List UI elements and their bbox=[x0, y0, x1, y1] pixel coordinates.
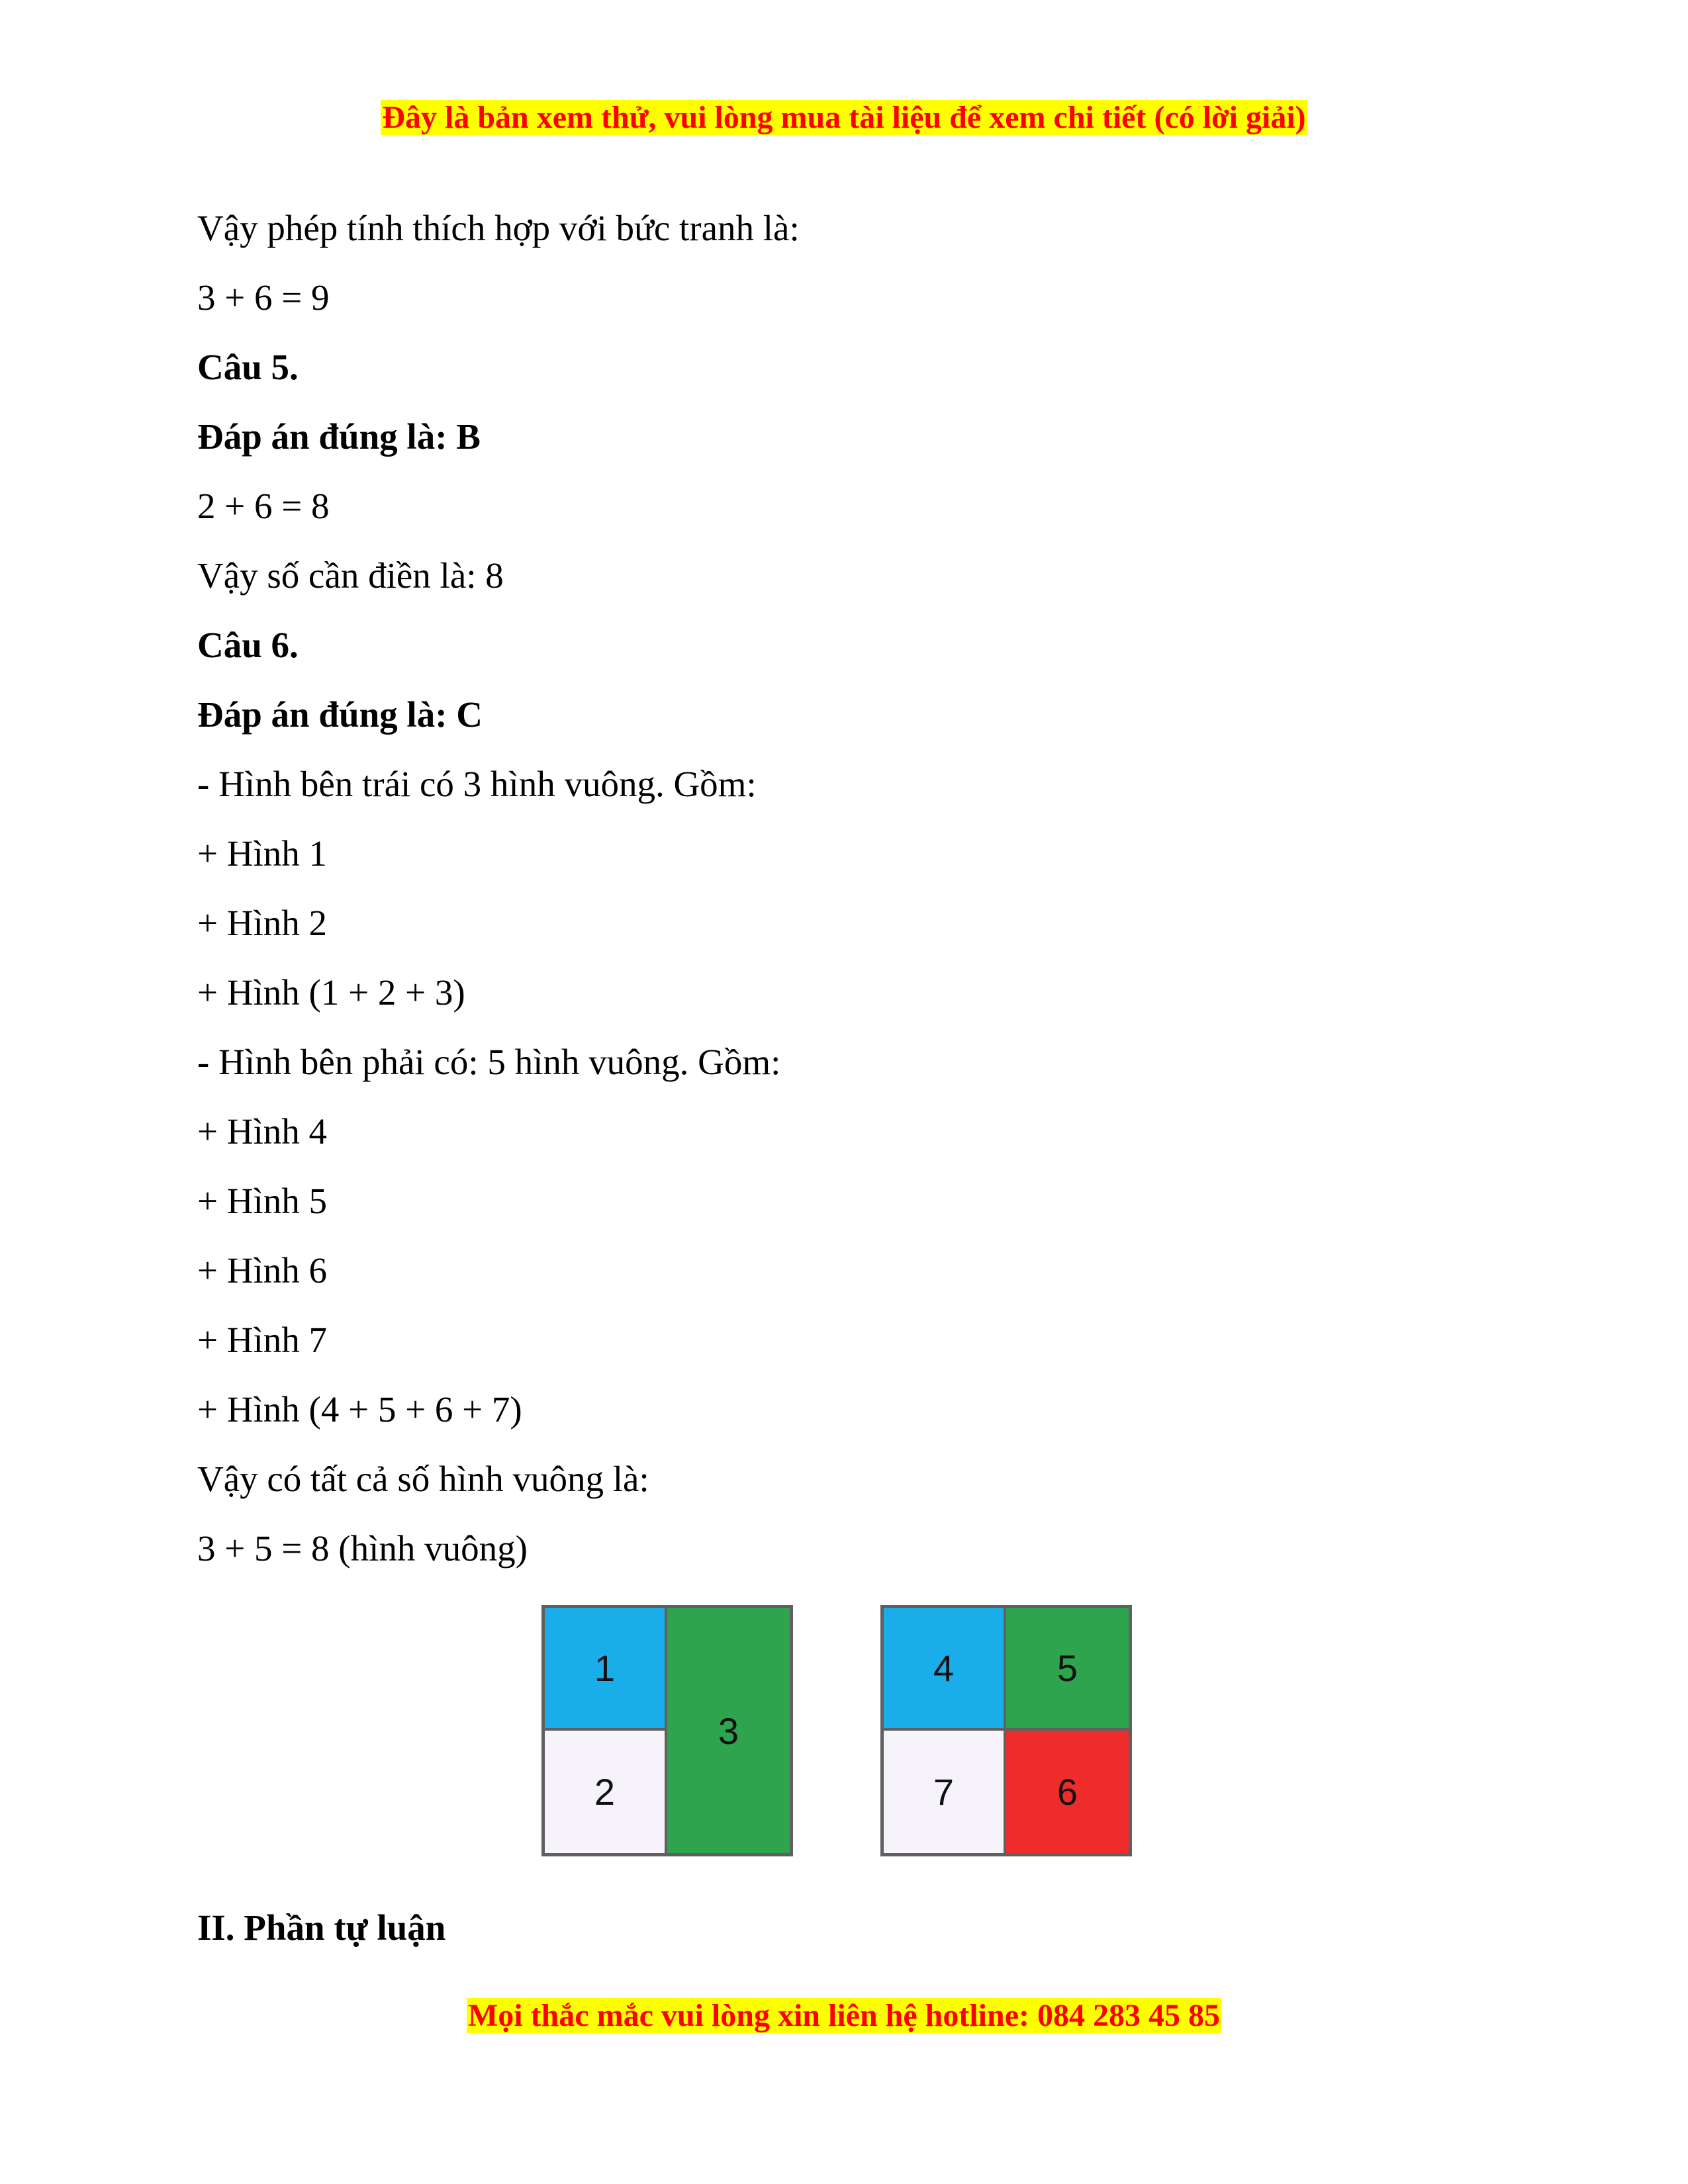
content-line: + Hình 4 bbox=[197, 1111, 328, 1152]
content-line: + Hình 1 bbox=[197, 833, 328, 874]
cell-3-label: 3 bbox=[718, 1709, 739, 1752]
figure-left-cell-3 bbox=[667, 1608, 790, 1853]
cell-6-label: 6 bbox=[1056, 1771, 1078, 1813]
answer-content bbox=[197, 206, 1495, 1596]
content-line: Câu 5. bbox=[197, 347, 299, 387]
section-title: II. Phần tự luận bbox=[197, 1907, 446, 1948]
figure-left bbox=[541, 1605, 793, 1856]
content-line: Vậy số cần điền là: 8 bbox=[197, 555, 504, 596]
content-line: Vậy phép tính thích hợp với bức tranh là: bbox=[197, 208, 800, 248]
content-line: + Hình 7 bbox=[197, 1320, 328, 1360]
figure-right-cell-4 bbox=[884, 1608, 1006, 1731]
content-line: 3 + 6 = 9 bbox=[197, 277, 330, 318]
figure-right-cell-6 bbox=[1006, 1731, 1129, 1853]
content-line: Câu 6. bbox=[197, 625, 299, 665]
content-line: Vậy có tất cả số hình vuông là: bbox=[197, 1459, 649, 1499]
content-line: Đáp án đúng là: B bbox=[197, 416, 481, 457]
content-line: 2 + 6 = 8 bbox=[197, 486, 330, 526]
content-line: + Hình 5 bbox=[197, 1181, 328, 1221]
content-line: Đáp án đúng là: C bbox=[197, 694, 483, 735]
figure-left-cell-2 bbox=[545, 1731, 667, 1853]
content-line: - Hình bên trái có 3 hình vuông. Gồm: bbox=[197, 764, 757, 804]
cell-5-label: 5 bbox=[1056, 1647, 1078, 1689]
footer-notice bbox=[0, 1997, 1688, 2034]
content-line: - Hình bên phải có: 5 hình vuông. Gồm: bbox=[197, 1042, 781, 1082]
content-line: + Hình 2 bbox=[197, 903, 328, 943]
figures bbox=[0, 1605, 1688, 1860]
content-line: 3 + 5 = 8 (hình vuông) bbox=[197, 1528, 528, 1569]
header-notice-text: Đây là bản xem thử, vui lòng mua tài liệu để xem chi tiết (có lời giải) bbox=[382, 100, 1306, 135]
figure-right bbox=[880, 1605, 1132, 1856]
cell-4-label: 4 bbox=[933, 1647, 955, 1689]
cell-7-label: 7 bbox=[933, 1771, 955, 1813]
figure-right-cell-7 bbox=[884, 1731, 1006, 1853]
header-notice bbox=[0, 99, 1688, 136]
figure-left-cell-1 bbox=[545, 1608, 667, 1731]
cell-1-label: 1 bbox=[594, 1647, 616, 1689]
content-line: + Hình (1 + 2 + 3) bbox=[197, 972, 465, 1013]
content-line: + Hình (4 + 5 + 6 + 7) bbox=[197, 1389, 522, 1430]
figure-right-cell-5 bbox=[1006, 1608, 1129, 1731]
cell-2-label: 2 bbox=[594, 1771, 616, 1813]
content-line: + Hình 6 bbox=[197, 1250, 328, 1291]
footer-notice-text: Mọi thắc mắc vui lòng xin liên hệ hotline: 084 283 45 85 bbox=[467, 1998, 1220, 2033]
